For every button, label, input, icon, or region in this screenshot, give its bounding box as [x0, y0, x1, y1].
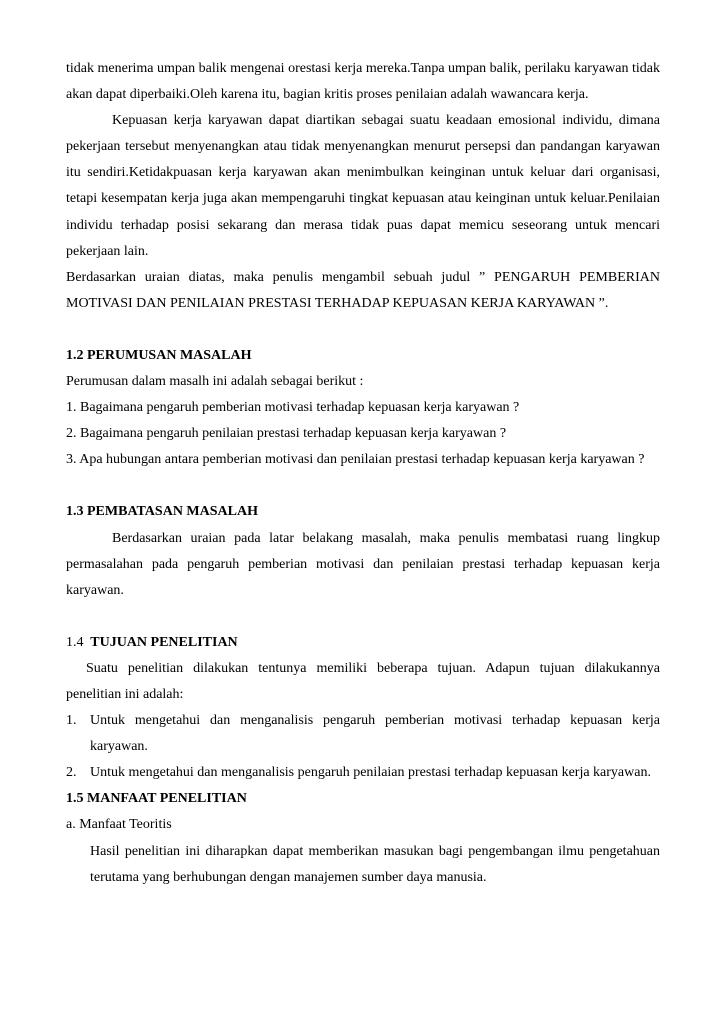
section-1-4-lead: Suatu penelitian dilakukan tentunya memiliki beberapa tujuan. Adapun tujuan dilakukannya penelitian ini adalah: — [66, 660, 660, 702]
section-spacer — [66, 317, 660, 343]
list-text: Untuk mengetahui dan menganalisis pengaruh pemberian motivasi terhadap kepuasan kerja karyawan. — [90, 713, 660, 755]
subsection-heading-a: a. Manfaat Teoritis — [66, 817, 172, 833]
list-item: 2. Bagaimana pengaruh penilaian prestasi terhadap kepuasan kerja karyawan ? — [66, 426, 507, 442]
list-item: 3. Apa hubungan antara pemberian motivasi dan penilaian prestasi terhadap kepuasan kerja karyawan ? — [66, 452, 645, 468]
list-item — [66, 760, 660, 786]
section-heading-1-4 — [66, 630, 660, 656]
section-spacer — [66, 604, 660, 630]
page-content — [66, 56, 660, 891]
section-1-2-lead: Perumusan dalam masalh ini adalah sebagai berikut : — [66, 374, 364, 390]
intro-paragraph-2: Kepuasan kerja karyawan dapat diartikan sebagai suatu keadaan emosional individu, dimana pekerjaan tersebut menyenangkan atau tidak menyenangkan menurut persepsi dan pandangan karyawan itu sendiri.Ketidakpuasan kerja karyawan akan menimbulkan keinginan untuk keluar dari organisasi, tetapi kesempatan kerja juga akan mempengaruhi tingkat kepuasan atau keinginan untuk keluar.Penilaian individu terhadap posisi sekarang dan merasa tidak puas dapat memicu seseorang untuk mencari pekerjaan lain. — [66, 113, 660, 259]
intro-paragraph-1: tidak menerima umpan balik mengenai orestasi kerja mereka.Tanpa umpan balik, perilaku karyawan tidak akan dapat diperbaiki.Oleh karena itu, bagian kritis proses penilaian adalah wawancara kerja. — [66, 61, 660, 103]
section-title: TUJUAN PENELITIAN — [90, 634, 238, 650]
section-spacer — [66, 473, 660, 499]
list-text: Untuk mengetahui dan menganalisis pengaruh penilaian prestasi terhadap kepuasan kerja karyawan. — [90, 765, 651, 781]
subsection-a-body: Hasil penelitian ini diharapkan dapat memberikan masukan bagi pengembangan ilmu pengetahuan terutama yang berhubungan dengan manajemen sumber daya manusia. — [90, 843, 660, 885]
list-marker: 2. — [66, 765, 77, 781]
section-heading-1-2: 1.2 PERUMUSAN MASALAH — [66, 347, 252, 363]
list-item: 1. Bagaimana pengaruh pemberian motivasi terhadap kepuasan kerja karyawan ? — [66, 400, 520, 416]
section-heading-1-3: 1.3 PEMBATASAN MASALAH — [66, 504, 258, 520]
list-item — [66, 708, 660, 760]
objective-list — [66, 708, 660, 786]
section-1-3-body: Berdasarkan uraian pada latar belakang masalah, maka penulis membatasi ruang lingkup permasalahan pada pengaruh pemberian motivasi dan penilaian prestasi terhadap kepuasan kerja karyawan. — [66, 530, 660, 598]
problem-list — [66, 395, 660, 473]
list-marker: 1. — [66, 713, 77, 729]
intro-paragraph-3: Berdasarkan uraian diatas, maka penulis mengambil sebuah judul ” PENGARUH PEMBERIAN MOTIVASI DAN PENILAIAN PRESTASI TERHADAP KEPUASAN KERJA KARYAWAN ”. — [66, 269, 660, 311]
section-number: 1.4 — [66, 634, 84, 650]
section-heading-1-5: 1.5 MANFAAT PENELITIAN — [66, 791, 247, 807]
